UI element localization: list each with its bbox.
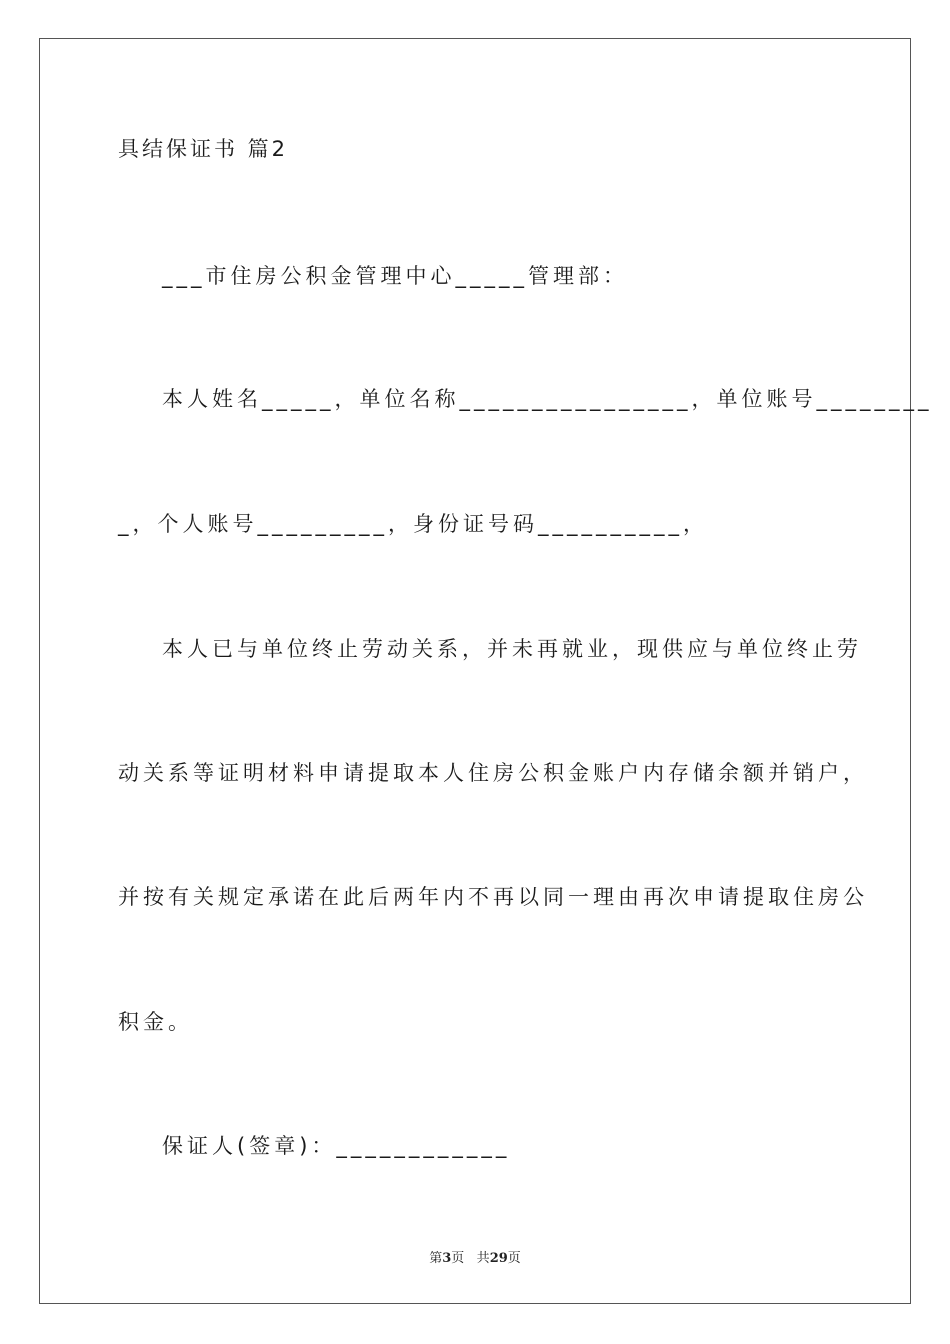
statement-line-3: 并按有关规定承诺在此后两年内不再以同一理由再次申请提取住房公 [118,885,868,909]
footer-page-suffix: 页 [451,1251,465,1266]
statement-line-2: 动关系等证明材料申请提取本人住房公积金账户内存储余额并销户， [118,761,868,785]
signature-line: 保证人(签章)：____________ [162,1134,511,1158]
page-border [39,38,911,1304]
document-heading: 具结保证书 篇2 [118,137,289,161]
applicant-info-line-1: 本人姓名_____，单位名称________________，单位账号________ [162,387,933,411]
addressee-line: ___市住房公积金管理中心_____管理部： [162,264,628,288]
footer-prefix: 第 [429,1251,443,1266]
statement-line-1: 本人已与单位终止劳动关系，并未再就业，现供应与单位终止劳 [162,637,862,661]
footer-total-suffix: 页 [507,1251,521,1266]
applicant-info-line-2: _，个人账号_________，身份证号码__________， [118,512,708,536]
footer-total-pages: 29 [489,1251,508,1266]
page-footer [0,1247,950,1266]
footer-total-prefix: 共 [476,1251,490,1266]
footer-page-number: 3 [442,1251,452,1266]
statement-line-4: 积金。 [118,1010,193,1034]
